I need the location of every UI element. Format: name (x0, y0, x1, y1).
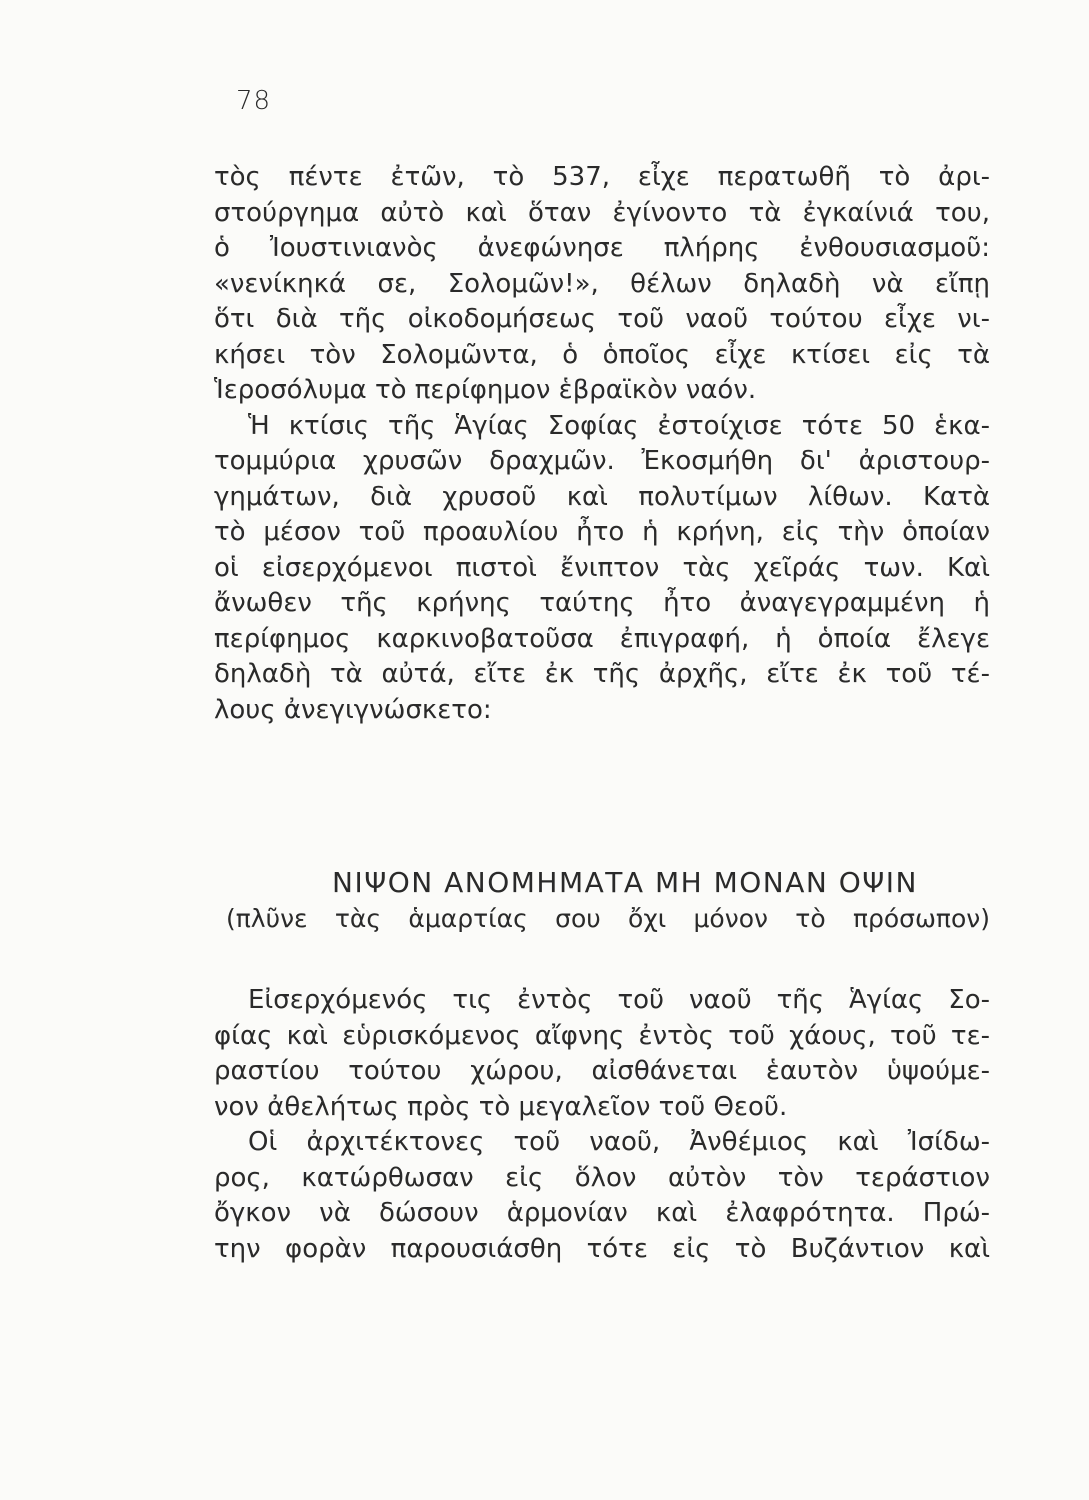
text-line: ὅτι διὰ τῆς οἰκοδομήσεως τοῦ ναοῦ τούτου εἶχε νι- (214, 304, 990, 334)
text-line: ἄνωθεν τῆς κρήνης ταύτης ἦτο ἀναγεγραμμένη ἡ (214, 588, 990, 618)
text-line: νον ἀθελήτως πρὸς τὸ μεγαλεῖον τοῦ Θεοῦ. (214, 1091, 788, 1122)
text-line: την φορὰν παρουσιάσθη τότε εἰς τὸ Βυζάντιον καὶ (214, 1233, 990, 1264)
text-line: Ἱεροσόλυμα τὸ περίφημον ἑβραϊκὸν ναόν. (214, 375, 757, 405)
page-number: 78 (236, 86, 272, 116)
text-line: Ἡ κτίσις τῆς Ἁγίας Σοφίας ἐστοίχισε τότε 50 ἑκα- (248, 410, 990, 441)
text-line: φίας καὶ εὑρισκόμενος αἴφνης ἐντὸς τοῦ χάους, τοῦ τε- (214, 1020, 990, 1051)
body-text-section-2 (214, 983, 990, 1267)
text-line: «νενίκηκά σε, Σολομῶν!», θέλων δηλαδὴ νὰ εἴπῃ (214, 268, 990, 299)
text-line: ρος, κατώρθωσαν εἰς ὅλον αὐτὸν τὸν τεράστιον (214, 1162, 990, 1193)
text-line: τὸς πέντε ἐτῶν, τὸ 537, εἶχε περατωθῆ τὸ ἀρι- (214, 162, 990, 192)
text-line: Εἰσερχόμενός τις ἐντὸς τοῦ ναοῦ τῆς Ἁγίας Σο- (248, 985, 990, 1015)
text-line: ὁ Ἰουστινιανὸς ἀνεφώνησε πλήρης ἐνθουσιασμοῦ: (214, 233, 990, 263)
text-line: τὸ μέσον τοῦ προαυλίου ἦτο ἡ κρήνη, εἰς τὴν ὁποίαν (214, 517, 990, 547)
text-line: λους ἀνεγιγνώσκετο: (214, 694, 492, 725)
text-line: Οἱ ἀρχιτέκτονες τοῦ ναοῦ, Ἀνθέμιος καὶ Ἰσίδω- (248, 1127, 990, 1157)
text-line: δηλαδὴ τὰ αὐτά, εἴτε ἐκ τῆς ἀρχῆς, εἴτε ἐκ τοῦ τέ- (214, 659, 990, 689)
text-line: στούργημα αὐτὸ καὶ ὅταν ἐγίνοντο τὰ ἐγκαίνιά του, (214, 197, 990, 228)
inscription-title: ΝΙΨΟΝ ΑΝΟΜΗΜΑΤΑ ΜΗ ΜΟΝΑΝ ΟΨΙΝ (332, 866, 918, 899)
text-line: ὄγκον νὰ δώσουν ἁρμονίαν καὶ ἐλαφρότητα. Πρώ- (214, 1198, 990, 1228)
text-line: ραστίου τούτου χώρου, αἰσθάνεται ἑαυτὸν ὑψούμε- (214, 1056, 990, 1086)
inscription-translation: (πλῦνε τὰς ἁμαρτίας σου ὄχι μόνον τὸ πρόσωπον) (226, 904, 990, 933)
body-text-section-1 (214, 160, 990, 728)
text-line: γημάτων, διὰ χρυσοῦ καὶ πολυτίμων λίθων. Κατὰ (214, 481, 990, 512)
text-line: περίφημος καρκινοβατοῦσα ἐπιγραφή, ἡ ὁποία ἔλεγε (214, 623, 990, 654)
text-line: κήσει τὸν Σολομῶντα, ὁ ὁποῖος εἶχε κτίσει εἰς τὰ (214, 339, 990, 370)
text-line: οἱ εἰσερχόμενοι πιστοὶ ἔνιπτον τὰς χεῖράς των. Καὶ (214, 552, 990, 583)
text-line: τομμύρια χρυσῶν δραχμῶν. Ἐκοσμήθη δι' ἀριστουρ- (214, 446, 990, 476)
